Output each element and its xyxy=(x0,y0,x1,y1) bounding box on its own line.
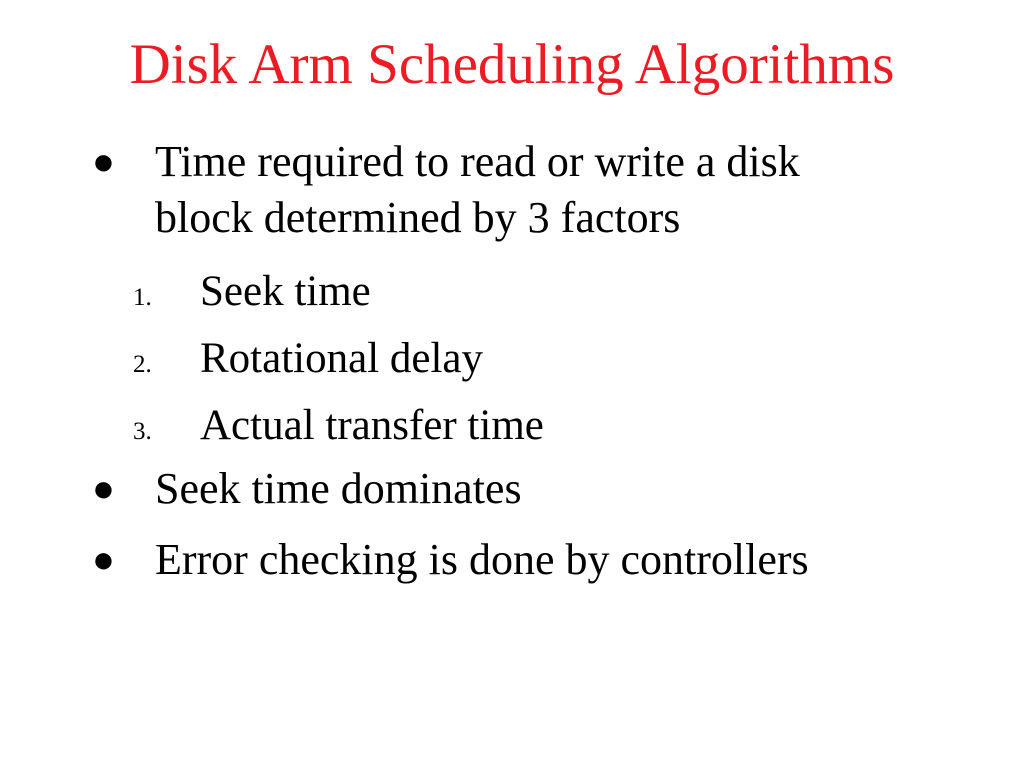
bullet-text-line: Seek time dominates xyxy=(155,464,522,513)
bullet-item-time-factors xyxy=(92,134,800,246)
list-number: 3. xyxy=(133,418,152,445)
numbered-item-text: Rotational delay xyxy=(200,335,484,382)
numbered-item-rotational-delay xyxy=(133,333,483,385)
bullet-icon: ● xyxy=(92,141,115,183)
bullet-text-line: Error checking is done by controllers xyxy=(155,535,809,584)
bullet-item-seek-dominates xyxy=(92,461,522,517)
slide-title: Disk Arm Scheduling Algorithms xyxy=(129,33,895,96)
numbered-item-transfer-time xyxy=(133,400,544,452)
numbered-item-text: Actual transfer time xyxy=(200,402,544,449)
list-number: 1. xyxy=(133,284,152,311)
list-number: 2. xyxy=(133,351,152,378)
bullet-text xyxy=(155,532,809,588)
numbered-item-text: Seek time xyxy=(200,268,371,315)
numbered-item-seek-time xyxy=(133,266,371,318)
bullet-text xyxy=(155,461,522,517)
bullet-text xyxy=(155,134,800,246)
bullet-item-error-checking xyxy=(92,532,809,588)
bullet-text-line: block determined by 3 factors xyxy=(155,193,681,242)
bullet-icon: ● xyxy=(92,468,115,510)
bullet-text-line: Time required to read or write a disk xyxy=(155,137,800,186)
bullet-icon: ● xyxy=(92,539,115,581)
